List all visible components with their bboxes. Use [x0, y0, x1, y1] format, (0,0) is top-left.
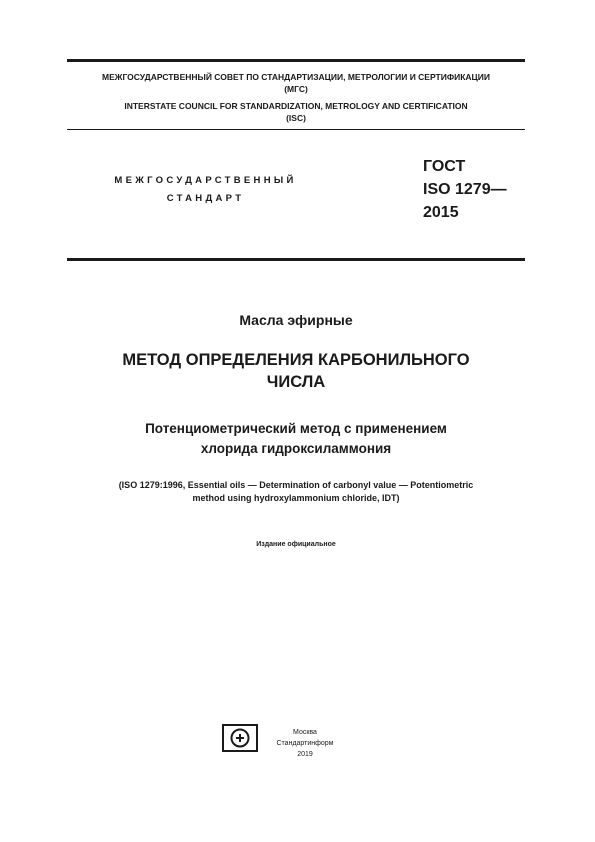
- council-name-en-text: INTERSTATE COUNCIL FOR STANDARDIZATION, METROLOGY AND CERTIFICATION: [124, 101, 468, 111]
- council-name-en: [67, 101, 525, 124]
- document-subject: Масла эфирные: [239, 312, 353, 328]
- publisher-year: 2019: [297, 751, 313, 758]
- main-title-line2: ЧИСЛА: [266, 373, 326, 391]
- top-rule: [67, 59, 525, 62]
- iso-reference-line1: (ISO 1279:1996, Essential oils — Determination of carbonyl value — Potentiometric: [118, 480, 474, 490]
- standard-type-line1: МЕЖГОСУДАРСТВЕННЫЙ: [114, 175, 297, 186]
- subtitle-line2: хлорида гидроксиламмония: [200, 441, 392, 456]
- council-name-ru: [67, 72, 525, 95]
- document-main-title: [67, 349, 525, 393]
- publisher-city: Москва: [293, 729, 317, 736]
- publisher-imprint: [262, 727, 348, 760]
- middle-rule: [67, 129, 525, 130]
- council-abbr-ru: (МГС): [284, 83, 308, 94]
- lower-rule: [67, 258, 525, 261]
- edition-note: Издание официальное: [256, 541, 336, 548]
- standartinform-logo-icon: [222, 724, 258, 752]
- council-abbr-en: (ISC): [286, 112, 306, 123]
- standard-type-line2: СТАНДАРТ: [166, 193, 245, 204]
- council-name-ru-text: МЕЖГОСУДАРСТВЕННЫЙ СОВЕТ ПО СТАНДАРТИЗАЦИИ, МЕТРОЛОГИИ И СЕРТИФИКАЦИИ: [102, 72, 490, 82]
- iso-reference: [67, 479, 525, 505]
- designation-gost: ГОСТ: [423, 158, 466, 175]
- document-subtitle: [67, 419, 525, 459]
- designation-iso-number: ISO 1279—: [423, 181, 507, 198]
- publisher-name: Стандартинформ: [276, 740, 334, 747]
- designation-year: 2015: [423, 204, 459, 221]
- iso-reference-line2: method using hydroxylammonium chloride, IDT): [192, 493, 400, 503]
- subtitle-line1: Потенциометрический метод с применением: [145, 421, 447, 436]
- main-title-line1: МЕТОД ОПРЕДЕЛЕНИЯ КАРБОНИЛЬНОГО: [122, 351, 470, 369]
